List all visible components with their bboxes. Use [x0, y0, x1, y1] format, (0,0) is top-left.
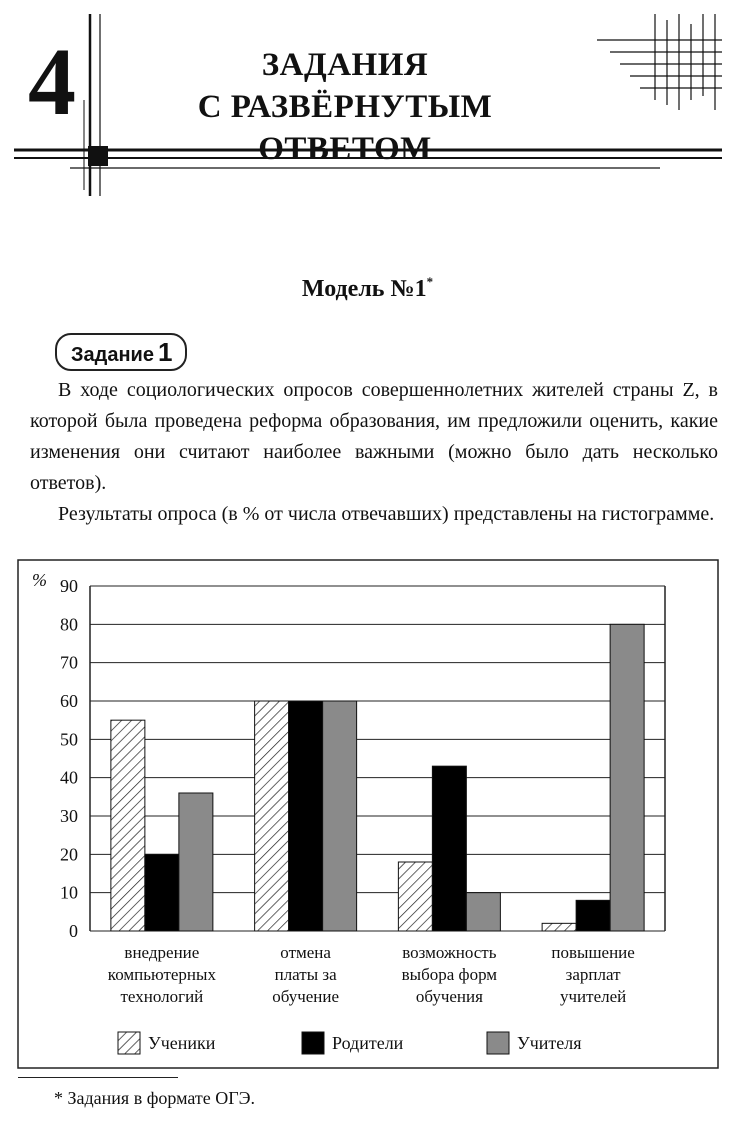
y-tick-label: 20: [60, 844, 78, 865]
bar: [542, 923, 576, 931]
x-tick-label: компьютерных: [107, 965, 216, 984]
bar: [576, 900, 610, 931]
chapter-title: [110, 44, 580, 170]
chapter-title-line1: ЗАДАНИЯ: [261, 47, 429, 83]
bar: [111, 720, 145, 931]
task-paragraph-2: Результаты опроса (в % от числа отвечавших) представлены на гистограмме.: [58, 503, 715, 525]
x-tick-label: внедрение: [124, 943, 200, 962]
bar: [466, 893, 500, 931]
y-tick-label: 60: [60, 691, 78, 711]
y-tick-label: 0: [69, 921, 78, 941]
x-tick-label: выбора форм: [401, 965, 498, 984]
y-tick-label: 10: [60, 882, 78, 903]
footnote-rule: [18, 1077, 178, 1078]
x-tick-label: обучения: [415, 987, 483, 1006]
legend-label: Учителя: [517, 1033, 582, 1053]
legend-label: Ученики: [148, 1033, 216, 1053]
y-tick-label: 50: [60, 729, 78, 750]
bar: [432, 766, 466, 931]
y-tick-label: 70: [60, 652, 78, 673]
legend-swatch: [118, 1032, 140, 1054]
bar: [323, 701, 357, 931]
model-title: [0, 276, 735, 303]
chart-frame: [18, 560, 718, 1068]
x-tick-label: обучение: [272, 987, 340, 1006]
x-tick-label: повышение: [551, 943, 635, 962]
x-tick-label: отмена: [280, 943, 331, 962]
x-tick-label: возможность: [402, 943, 497, 962]
y-tick-label: 80: [60, 614, 78, 635]
legend-swatch: [302, 1032, 324, 1054]
x-tick-label: зарплат: [565, 965, 621, 984]
chapter-title-line2: С РАЗВЁРНУТЫМ ОТВЕТОМ: [197, 89, 493, 167]
chapter-number: 4: [28, 28, 76, 135]
legend-swatch: [487, 1032, 509, 1054]
y-tick-label: 30: [60, 806, 78, 826]
x-tick-label: платы за: [274, 965, 337, 984]
bar: [145, 854, 179, 931]
footnote: * Задания в формате ОГЭ.: [54, 1088, 256, 1108]
x-tick-label: учителей: [560, 987, 627, 1006]
y-tick-label: 40: [60, 767, 78, 788]
model-title-mark: *: [426, 274, 434, 289]
model-title-text: Модель №1: [301, 276, 427, 302]
bar: [610, 624, 644, 931]
y-tick-label: 90: [60, 576, 78, 596]
x-tick-label: технологий: [120, 987, 204, 1006]
task-paragraph-1: В ходе социологических опросов совершеннолетних жителей страны Z, в которой была проведена реформа образования, им предложили оценить, какие изменения они считают наиболее важными (можно было дать несколько ответов).: [30, 379, 718, 494]
bar: [289, 701, 323, 931]
bar: [398, 862, 432, 931]
task-number: 1: [157, 337, 173, 367]
task-label: Задание: [71, 344, 154, 366]
y-axis-label: %: [32, 570, 47, 590]
bar: [179, 793, 213, 931]
task-badge: [55, 333, 187, 371]
legend-label: Родители: [332, 1033, 404, 1053]
bar: [255, 701, 289, 931]
